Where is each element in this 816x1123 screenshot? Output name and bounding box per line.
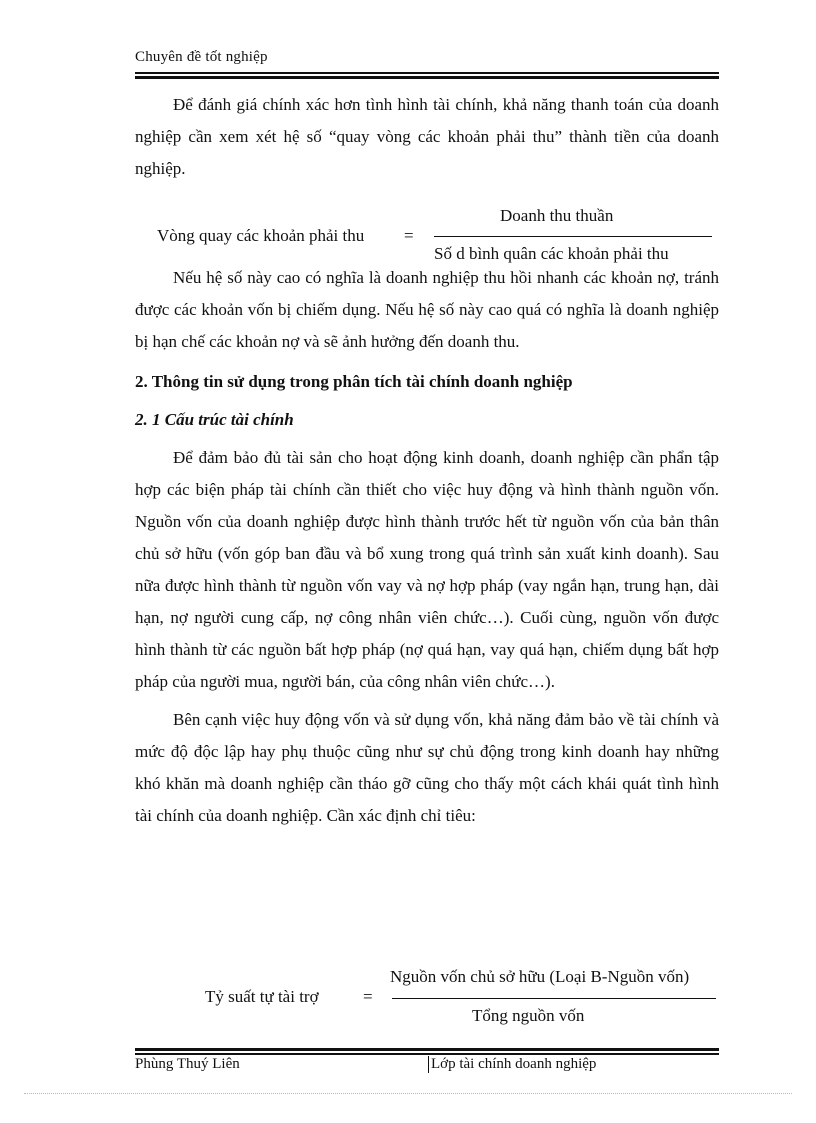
header-rule-thick [135, 76, 719, 79]
header-rule-thin [135, 72, 719, 74]
formula2-numerator: Nguồn vốn chủ sở hữu (Loại B-Nguồn vốn) [390, 967, 690, 986]
subsection-heading-2-1: 2. 1 Cấu trúc tài chính [135, 410, 294, 429]
formula1-denominator: Số d bình quân các khoản phải thu [434, 244, 669, 263]
section-main [135, 262, 719, 832]
formula2-denominator: Tổng nguồn vốn [472, 1006, 585, 1025]
paragraph-2: Nếu hệ số này cao có nghĩa là doanh nghiệp thu hồi nhanh các khoản nợ, tránh được các khoản vốn bị chiếm dụng. Nếu hệ số này cao quá có nghĩa là doanh nghiệp bị hạn chế các khoản nợ và sẽ ảnh hưởng đến doanh thu. [135, 268, 719, 351]
paragraph-4: Bên cạnh việc huy động vốn và sử dụng vốn, khả năng đảm bảo về tài chính và mức độ độc lập hay phụ thuộc cũng như sự chủ động trong kinh doanh hay những khó khăn mà doanh nghiệp cần tháo gỡ cũng cho thấy một cách khái quát tình hình tài chính của doanh nghiệp. Cần xác định chỉ tiêu: [135, 710, 719, 825]
formula1-label: Vòng quay các khoản phải thu [157, 226, 365, 245]
formula1-fraction-line [434, 236, 712, 237]
section-intro [135, 89, 719, 185]
formula2-fraction-line [392, 998, 716, 999]
formula2-label: Tỷ suất tự tài trợ [205, 987, 319, 1006]
header-title: Chuyên đề tốt nghiệp [135, 49, 268, 65]
footer-rule-thin [135, 1053, 719, 1055]
formula2-equals: = [363, 987, 373, 1006]
formula1-numerator: Doanh thu thuần [500, 206, 614, 225]
page-bottom-border [24, 1093, 792, 1094]
formula1-equals: = [404, 226, 414, 245]
footer-class: Lớp tài chính doanh nghiệp [428, 1056, 596, 1073]
footer-rule-thick [135, 1048, 719, 1051]
footer-author: Phùng Thuý Liên [135, 1056, 240, 1072]
paragraph-1: Để đánh giá chính xác hơn tình hình tài chính, khả năng thanh toán của doanh nghiệp cần xem xét hệ số “quay vòng các khoản phải thu” thành tiền của doanh nghiệp. [135, 95, 719, 178]
section-heading-2: 2. Thông tin sử dụng trong phân tích tài chính doanh nghiệp [135, 372, 573, 391]
paragraph-3: Để đảm bảo đủ tài sản cho hoạt động kinh doanh, doanh nghiệp cần phẩn tập hợp các biện pháp tài chính cần thiết cho việc huy động và hình thành nguồn vốn. Nguồn vốn của doanh nghiệp được hình thành trước hết từ nguồn vốn của bản thân chủ sở hữu (vốn góp ban đầu và bổ xung trong quá trình sản xuất kinh doanh). Sau nữa được hình thành từ nguồn vốn vay và nợ hợp pháp (vay ngắn hạn, trung hạn, dài hạn, nợ người cung cấp, nợ công nhân viên chức…). Cuối cùng, nguồn vốn được hình thành từ các nguồn bất hợp pháp (nợ quá hạn, vay quá hạn, chiếm dụng bất hợp pháp của người mua, người bán, của công nhân viên chức…). [135, 448, 719, 691]
